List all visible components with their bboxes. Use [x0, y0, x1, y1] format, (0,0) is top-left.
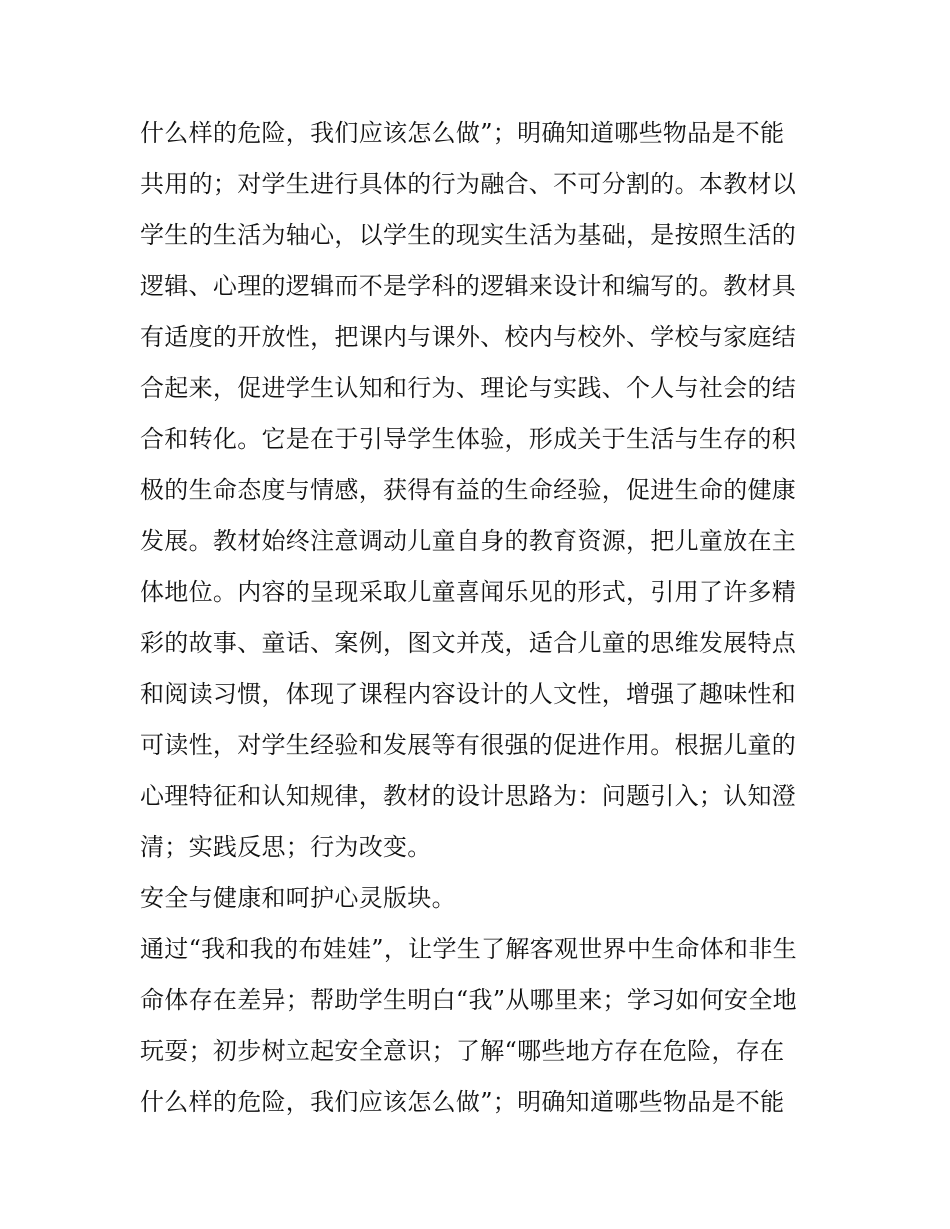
text-line-15: 清；实践反思；行为改变。 [140, 833, 432, 861]
text-line-2: 共用的；对学生进行具体的行为融合、不可分割的。本教材以 [140, 170, 797, 198]
text-line-17: 通过“我和我的布娃娃”，让学生了解客观世界中生命体和非生 [140, 935, 797, 963]
text-line-7: 合和转化。它是在于引导学生体验，形成关于生活与生存的积 [140, 425, 797, 453]
text-line-3: 学生的生活为轴心，以学生的现实生活为基础，是按照生活的 [140, 221, 797, 249]
text-line-1: 什么样的危险，我们应该怎么做”；明确知道哪些物品是不能 [140, 119, 785, 147]
text-line-11: 彩的故事、童话、案例，图文并茂，适合儿童的思维发展特点 [140, 629, 797, 657]
section-heading: 安全与健康和呵护心灵版块。 [140, 884, 456, 912]
text-line-6: 合起来，促进学生认知和行为、理论与实践、个人与社会的结 [140, 374, 797, 402]
text-line-13: 可读性，对学生经验和发展等有很强的促进作用。根据儿童的 [140, 731, 797, 759]
text-line-8: 极的生命态度与情感，获得有益的生命经验，促进生命的健康 [140, 476, 797, 504]
text-line-19: 玩耍；初步树立起安全意识；了解“哪些地方存在危险，存在 [140, 1037, 785, 1065]
body-text [140, 108, 820, 1128]
text-line-4: 逻辑、心理的逻辑而不是学科的逻辑来设计和编写的。教材具 [140, 272, 797, 300]
text-line-9: 发展。教材始终注意调动儿童自身的教育资源，把儿童放在主 [140, 527, 797, 555]
text-line-12: 和阅读习惯，体现了课程内容设计的人文性，增强了趣味性和 [140, 680, 797, 708]
text-line-10: 体地位。内容的呈现采取儿童喜闻乐见的形式，引用了许多精 [140, 578, 797, 606]
text-line-20: 什么样的危险，我们应该怎么做”；明确知道哪些物品是不能 [140, 1088, 785, 1116]
text-line-5: 有适度的开放性，把课内与课外、校内与校外、学校与家庭结 [140, 323, 797, 351]
text-line-18: 命体存在差异；帮助学生明白“我”从哪里来；学习如何安全地 [140, 986, 797, 1014]
text-line-14: 心理特征和认知规律，教材的设计思路为：问题引入；认知澄 [140, 782, 797, 810]
